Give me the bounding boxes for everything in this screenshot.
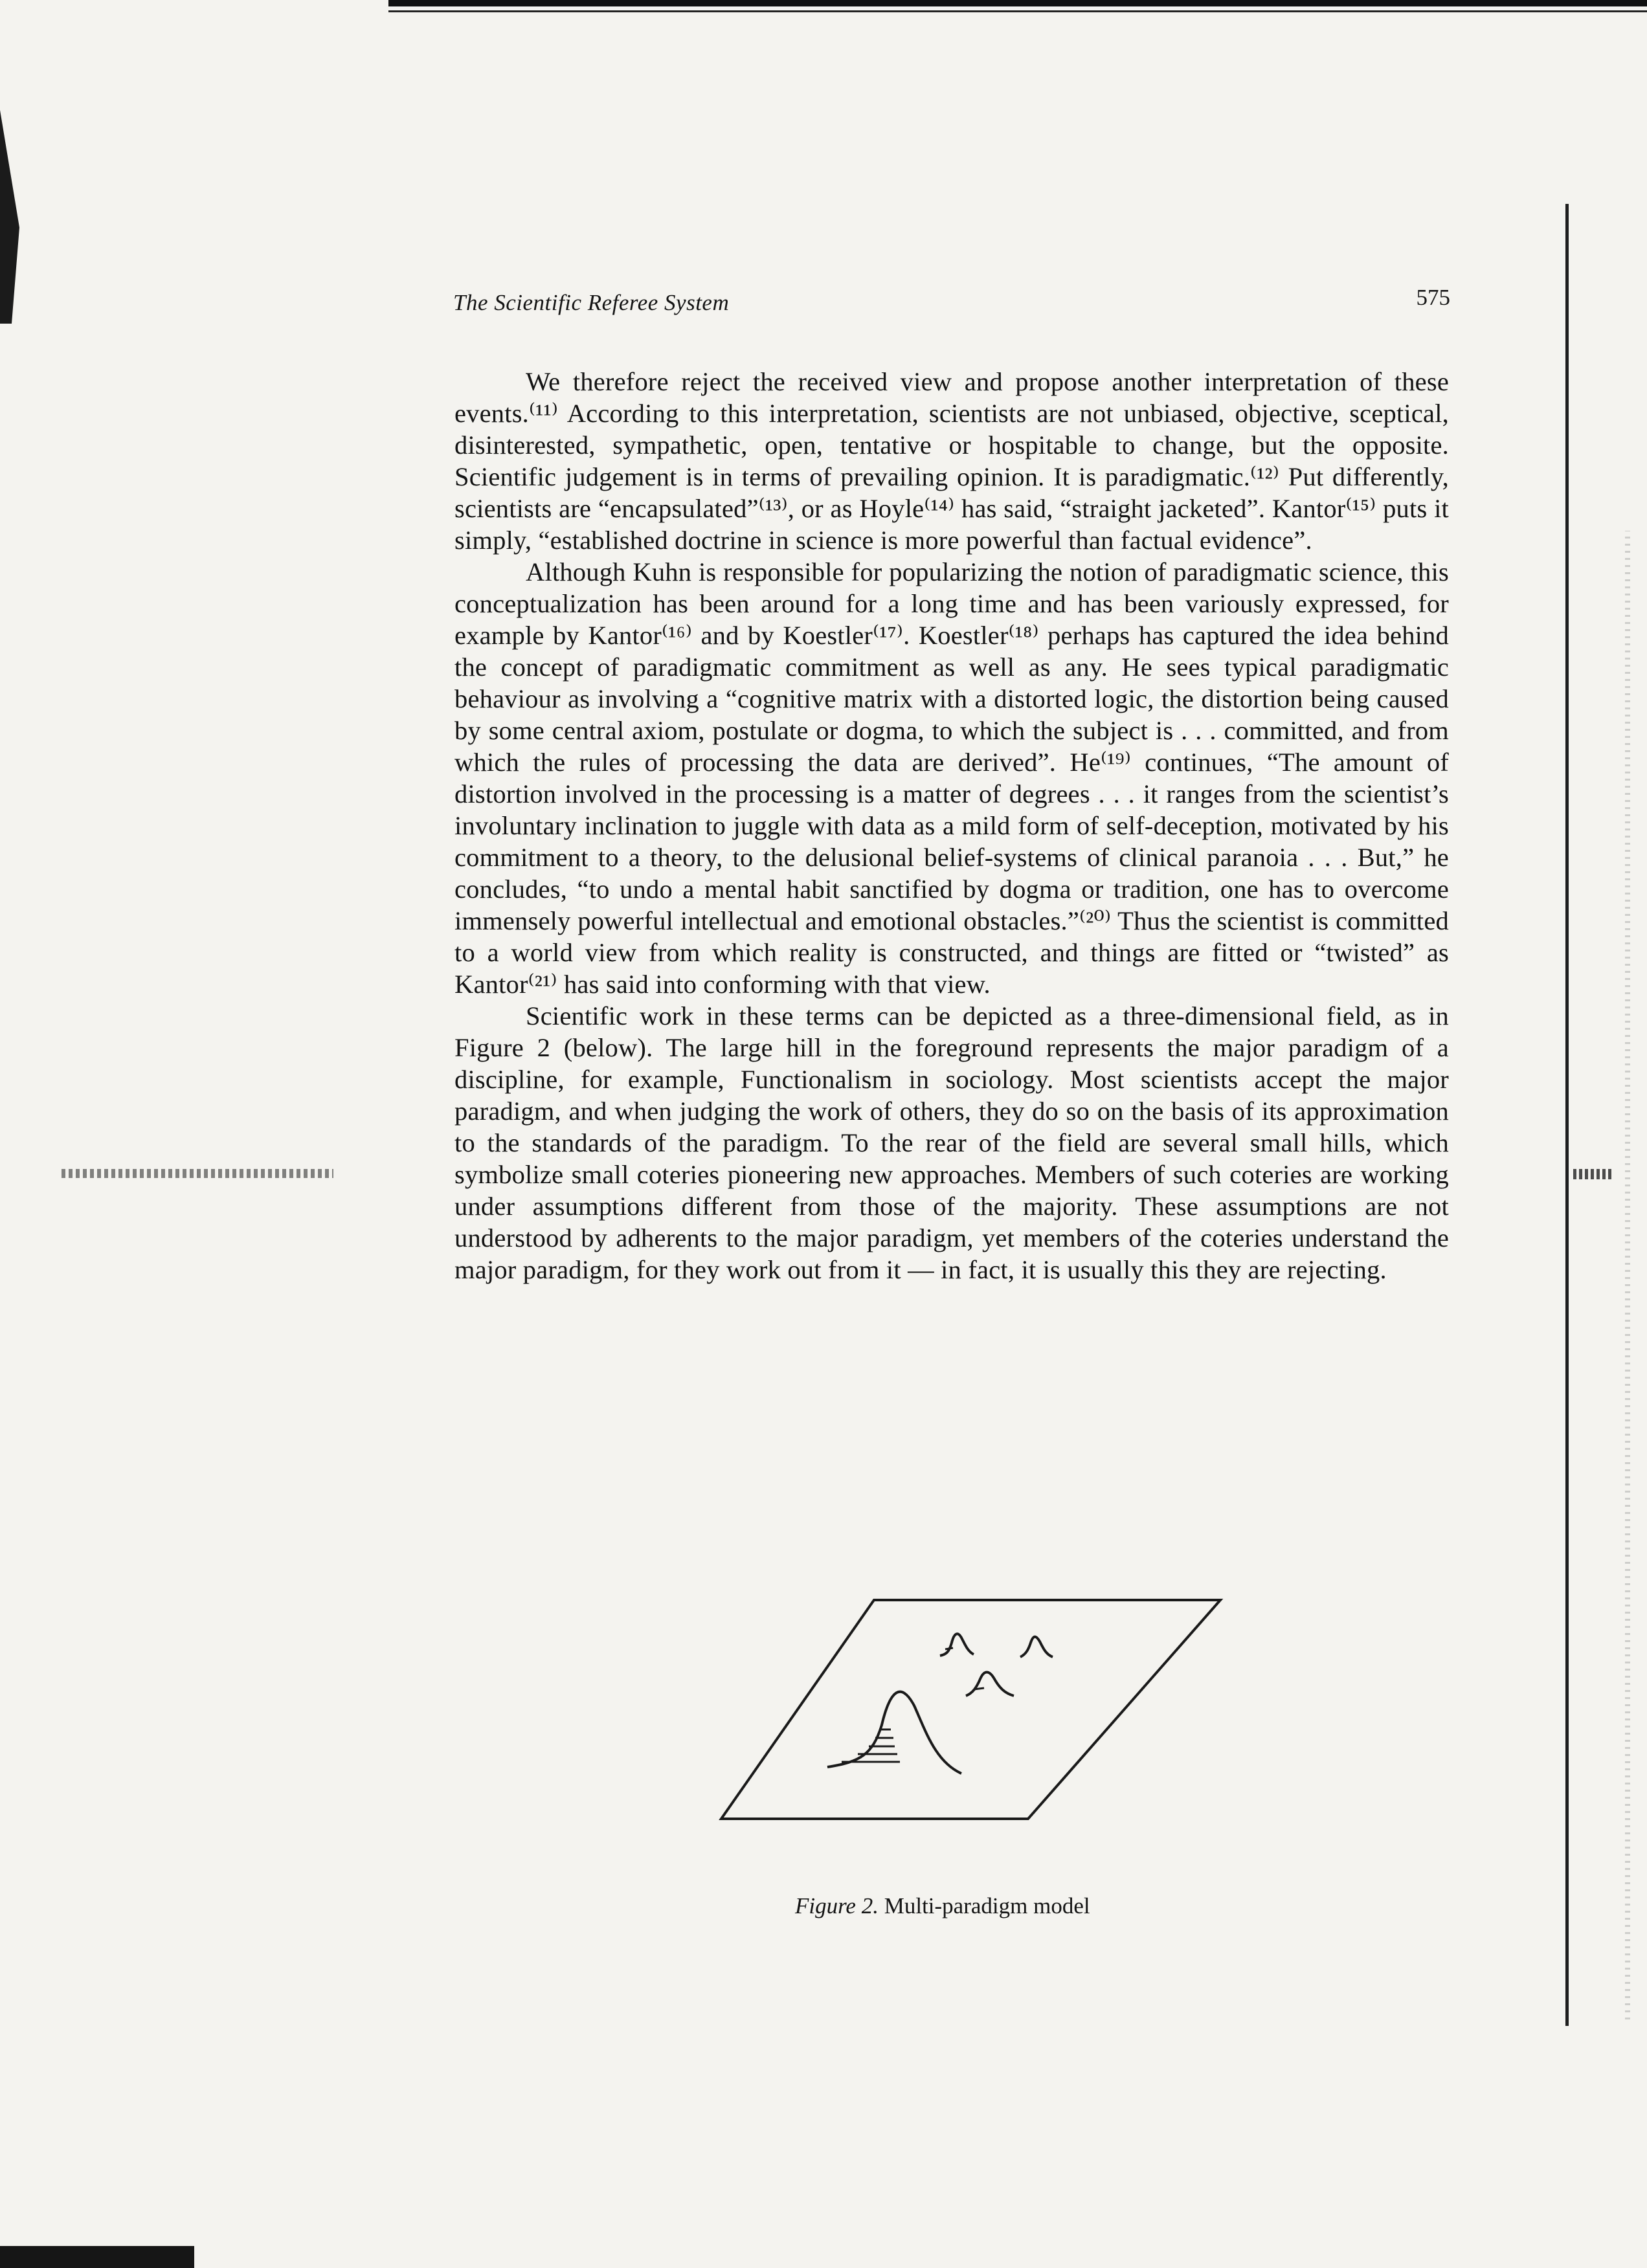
scan-noise-column [1625,531,1630,2019]
small-hill-3-shade [974,1688,984,1689]
top-border-rule [388,0,1647,6]
page-number: 575 [1416,285,1450,310]
multi-paradigm-figure [712,1592,1230,1825]
paragraph: We therefore reject the received view and propose another interpretation of these events.⁽¹¹⁾ According to this interpretation, scientists are not unbiased, objective, sceptical, disinterested, sympathetic, open, tentative or hospitable to change, but the opposite. Scientific judgement is in terms of prevailing opinion. It is paradigmatic.⁽¹²⁾ Put differently, scientists are “encapsulated”⁽¹³⁾, or as Hoyle⁽¹⁴⁾ has said, “straight jacketed”. Kantor⁽¹⁵⁾ puts it simply, “established doctrine in science is more powerful than factual evidence”. [454,367,1449,555]
top-border-rule-thin [388,10,1647,12]
small-hill-3 [966,1673,1014,1696]
scan-noise-right [1573,1169,1612,1179]
paragraph: Although Kuhn is responsible for popularizing the notion of paradigmatic science, this conceptualization has been around for a long time and has been variously expressed, for example by Kantor⁽¹⁶⁾ and by Koestler⁽¹⁷⁾. Koestler⁽¹⁸⁾ perhaps has captured the idea behind the concept of paradigmatic commitment as well as any. He sees typical paradigmatic behaviour as involving a “cognitive matrix with a distorted logic, the distortion being caused by some central axiom, postulate or dogma, to which the subject is . . . committed, and from which the rules of processing the data are derived”. He⁽¹⁹⁾ continues, “The amount of distortion involved in the processing is a matter of degrees . . . it ranges from the scientist’s involuntary inclination to juggle with data as a mild form of self-deception, motivated by his commitment to a theory, to the delusional belief-systems of clinical paranoia . . . But,” he concludes, “to undo a mental habit sanctified by dogma or tradition, one has to overcome immensely powerful intellectual and emotional obstacles.”⁽²⁰⁾ Thus the scientist is committed to a world view from which reality is constructed, and things are fitted or “twisted” as Kantor⁽²¹⁾ has said into conforming with that view. [454,557,1449,999]
scan-noise-left [62,1169,333,1178]
multi-paradigm-diagram [712,1592,1230,1825]
figure-caption [795,1893,1090,1919]
running-head: The Scientific Referee System [453,290,730,315]
major-hill-shading [842,1729,900,1762]
right-margin-rule [1565,204,1569,2026]
figure-label: Figure 2. [795,1893,879,1918]
small-hill-1-shade [945,1648,953,1649]
small-hill-1 [940,1634,974,1656]
page-header [453,285,1450,324]
field-plane [721,1600,1220,1819]
body-text [454,366,1449,1285]
figure-title: Multi-paradigm model [884,1893,1090,1918]
scan-bottom-shadow [0,2246,194,2268]
scan-edge-shadow [0,110,19,324]
small-hill-2 [1020,1637,1053,1657]
paragraph: Scientific work in these terms can be depicted as a three-dimensional field, as in Figure 2 (below). The large hill in the foreground represents the major paradigm of a discipline, for example, Functionalism in sociology. Most scientists accept the major paradigm, and when judging the work of others, they do so on the basis of its approximation to the standards of the paradigm. To the rear of the field are several small hills, which symbolize small coteries pioneering new approaches. Members of such coteries are working under assumptions different from those of the majority. These assumptions are not understood by adherents to the major paradigm, yet members of the coteries understand the major paradigm, for they work out from it — in fact, it is usually this they are rejecting. [454,1001,1449,1284]
